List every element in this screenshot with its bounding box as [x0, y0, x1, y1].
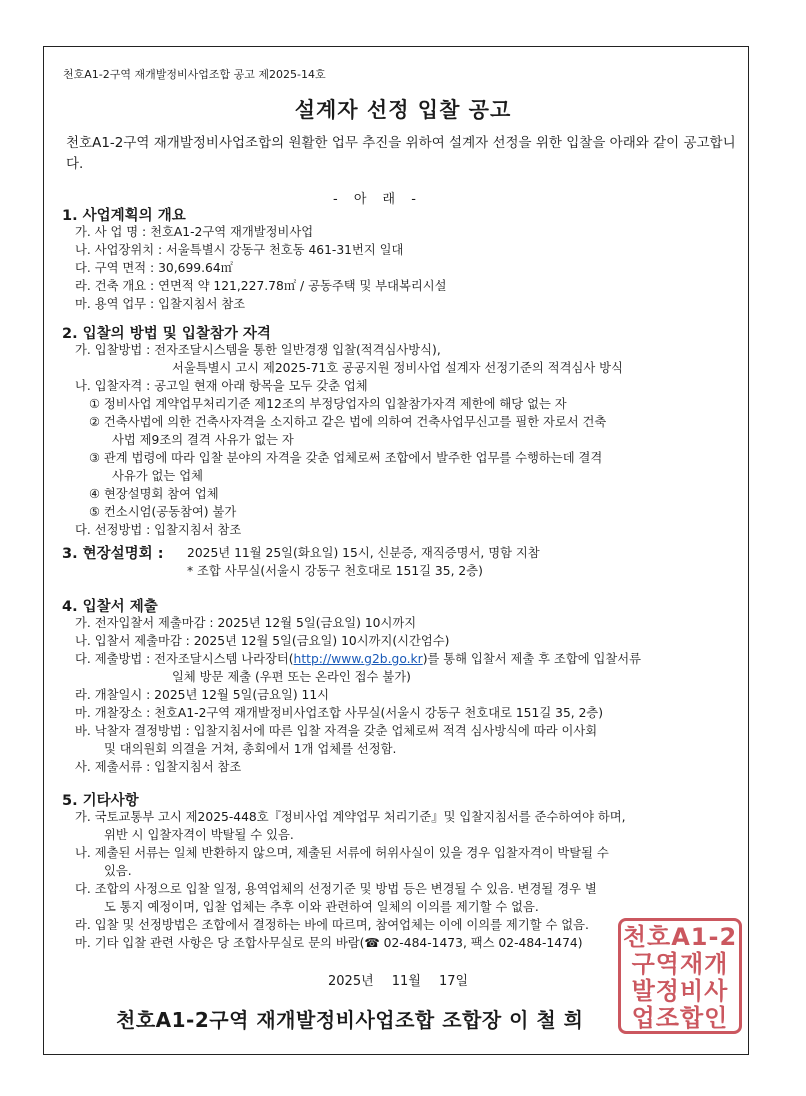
seal-line: 발정비사	[631, 977, 729, 1005]
section-2-heading: 2. 입찰의 방법 및 입찰참가 자격	[62, 326, 271, 342]
s5-line: 나. 제출된 서류는 일체 반환하지 않으며, 제출된 서류에 허위사실이 있을 경우 입찰자격이 박탈될 수	[75, 846, 609, 860]
s2-line: 사유가 없는 업체	[112, 469, 203, 483]
notice-date: 2025년 11월 17일	[328, 974, 469, 989]
s2-line: ① 정비사업 계약업무처리기준 제12조의 부정당업자의 입찰참가자격 제한에 해당 없는 자	[89, 397, 567, 411]
s1-line: 나. 사업장위치 : 서울특별시 강동구 천호동 461-31번지 일대	[75, 243, 404, 257]
s4-line: 나. 입찰서 제출마감 : 2025년 12월 5일(금요일) 10시까지(시간엄수)	[75, 634, 450, 648]
seal-line: 구역재개	[631, 950, 729, 978]
s4-l3-suffix: )를 통해 입찰서 제출 후 조합에 입찰서류	[422, 652, 642, 666]
intro-paragraph: 천호A1-2구역 재개발정비사업조합의 원활한 업무 추진을 위하여 설계자 선정을 위한 입찰을 아래와 같이 공고합니다.	[66, 135, 736, 172]
s4-line: 사. 제출서류 : 입찰지침서 참조	[75, 760, 242, 774]
s4-line: 마. 개찰장소 : 천호A1-2구역 재개발정비사업조합 사무실(서울시 강동구 천호대로 151길 35, 2층)	[75, 706, 604, 720]
g2b-link[interactable]: http://www.g2b.go.kr	[293, 652, 423, 666]
s2-line: 다. 선정방법 : 입찰지침서 참조	[75, 523, 242, 537]
s4-line: 및 대의원회 의결을 거쳐, 총회에서 1개 업체를 선정함.	[104, 742, 397, 756]
s4-line: 라. 개찰일시 : 2025년 12월 5일(금요일) 11시	[75, 688, 330, 702]
s2-line: ④ 현장설명회 참여 업체	[89, 487, 219, 501]
seal-line: 천호A1-2	[622, 923, 738, 951]
s5-line: 있음.	[104, 864, 132, 878]
s4-line: 가. 전자입찰서 제출마감 : 2025년 12월 5일(금요일) 10시까지	[75, 616, 417, 630]
notice-number: 천호A1-2구역 재개발정비사업조합 공고 제2025-14호	[63, 68, 326, 81]
below-marker: - 아 래 -	[333, 192, 418, 207]
s2-line: ⑤ 컨소시엄(공동참여) 불가	[89, 505, 237, 519]
s2-line: 가. 입찰방법 : 전자조달시스템을 통한 일반경쟁 입찰(적격심사방식),	[75, 343, 441, 357]
s4-line: 바. 낙찰자 결정방법 : 입찰지침서에 따른 입찰 자격을 갖춘 업체로써 적격 심사방식에 따라 이사회	[75, 724, 598, 738]
s3-line: * 조합 사무실(서울시 강동구 천호대로 151길 35, 2층)	[187, 564, 483, 578]
s4-l3-prefix: 다. 제출방법 : 전자조달시스템 나라장터(	[75, 652, 294, 666]
seal-line: 업조합인	[631, 1004, 729, 1032]
s5-line: 위반 시 입찰자격이 박탈될 수 있음.	[104, 828, 294, 842]
section-1-heading: 1. 사업계획의 개요	[62, 208, 186, 224]
seal-stamp	[618, 918, 742, 1034]
section-3-heading: 3. 현장설명회 :	[62, 546, 164, 562]
s1-line: 가. 사 업 명 : 천호A1-2구역 재개발정비사업	[75, 225, 314, 239]
section-5-heading: 5. 기타사항	[62, 793, 139, 809]
s2-line: 서울특별시 고시 제2025-71호 공공지원 정비사업 설계자 선정기준의 적격심사 방식	[172, 361, 623, 375]
s4-line	[75, 649, 641, 667]
s2-line: 사법 제9조의 결격 사유가 없는 자	[112, 433, 294, 447]
page-title: 설계자 선정 입찰 공고	[294, 98, 512, 122]
s5-line: 가. 국토교통부 고시 제2025-448호『정비사업 계약업무 처리기준』및 입찰지침서를 준수하여야 하며,	[75, 810, 626, 824]
s5-line: 도 통지 예정이며, 입찰 업체는 추후 이와 관련하여 일체의 이의를 제기할 수 없음.	[104, 900, 539, 914]
s5-line: 다. 조합의 사정으로 입찰 일정, 용역업체의 선정기준 및 방법 등은 변경될 수 있음. 변경될 경우 별	[75, 882, 597, 896]
s5-line: 마. 기타 입찰 관련 사항은 당 조합사무실로 문의 바람(☎ 02-484-1473, 팩스 02-484-1474)	[75, 936, 583, 950]
s3-line: 2025년 11월 25일(화요일) 15시, 신분증, 재직증명서, 명함 지참	[187, 546, 540, 560]
section-4-heading: 4. 입찰서 제출	[62, 599, 158, 615]
s2-line: ③ 관계 법령에 따라 입찰 분야의 자격을 갖춘 업체로써 조합에서 발주한 업무를 수행하는데 결격	[89, 451, 603, 465]
s2-line: 나. 입찰자격 : 공고일 현재 아래 항목을 모두 갖춘 업체	[75, 379, 368, 393]
signature-line: 천호A1-2구역 재개발정비사업조합 조합장 이 철 희	[116, 1008, 584, 1032]
s5-line: 라. 입찰 및 선정방법은 조합에서 결정하는 바에 따르며, 참여업체는 이에 이의를 제기할 수 없음.	[75, 918, 589, 932]
s1-line: 라. 건축 개요 : 연면적 약 121,227.78㎡ / 공동주택 및 부대복리시설	[75, 279, 447, 293]
s1-line: 다. 구역 면적 : 30,699.64㎡	[75, 261, 233, 275]
s1-line: 마. 용역 업무 : 입찰지침서 참조	[75, 297, 246, 311]
s2-line: ② 건축사법에 의한 건축사자격을 소지하고 같은 법에 의하여 건축사업무신고를 필한 자로서 건축	[89, 415, 607, 429]
s4-line: 일체 방문 제출 (우편 또는 온라인 접수 불가)	[172, 670, 411, 684]
